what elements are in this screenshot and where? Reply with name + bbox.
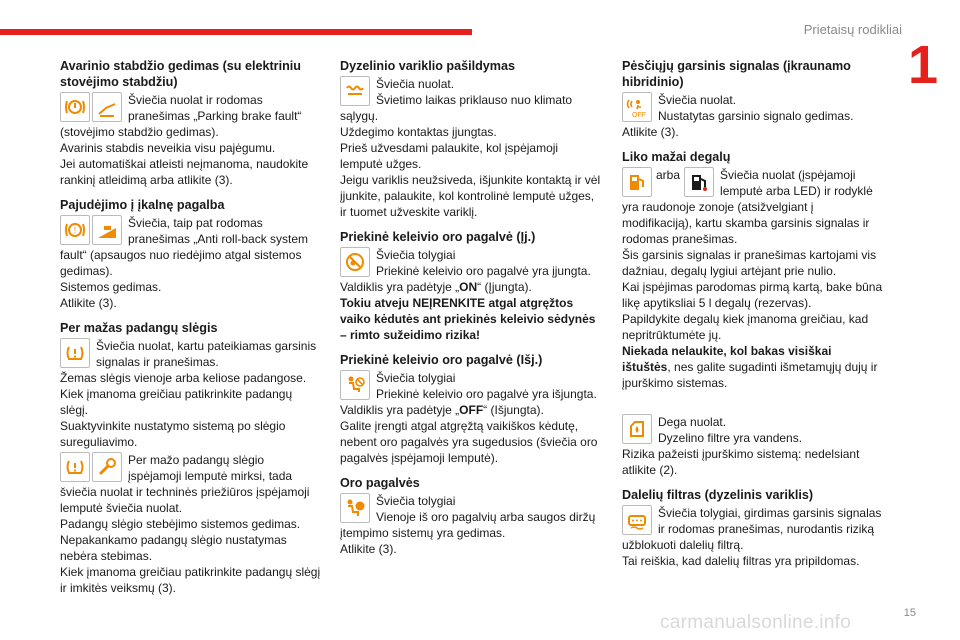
section-title: Per mažas padangų slėgis <box>60 321 218 335</box>
section-title: Pėsčiųjų garsinis signalas (įkraunamo hibridinio) <box>622 59 851 89</box>
glow-plug-icon <box>340 76 370 106</box>
hill-slope-icon <box>92 215 122 245</box>
fuel-pump-led-icon <box>684 167 714 197</box>
page-number: 15 <box>903 607 916 619</box>
airbag-warning-icon <box>340 493 370 523</box>
svg-text:!: ! <box>73 226 77 235</box>
hill-start-brake-icon <box>60 215 90 245</box>
section-title: Priekinė keleivio oro pagalvė (Įj.) <box>340 230 536 244</box>
tyre-pressure-icon <box>60 452 90 482</box>
section-title: Priekinė keleivio oro pagalvė (Išj.) <box>340 353 543 367</box>
header-title: Prietaisų rodikliai <box>803 22 902 37</box>
section-title: Pajudėjimo į įkalnę pagalba <box>60 198 225 212</box>
section-title: Dalelių filtras (dyzelinis variklis) <box>622 488 814 502</box>
section-title: Liko mažai degalų <box>622 150 731 164</box>
fuel-pump-icon <box>622 167 652 197</box>
tyre-pressure-icon <box>60 338 90 368</box>
svg-text:OFF: OFF <box>632 112 646 118</box>
brake-fault-icon <box>60 92 90 122</box>
section-title: Avarinio stabdžio gedimas (su elektriniu stovėjimo stabdžiu) <box>60 59 301 89</box>
column-2: Dyzelinio variklio pašildymas Šviečia nuolat. Švietimo laikas priklauso nuo klimato sąlygų. Uždegimo kontaktas įjungtas. Prieš užvesdami palaukite, kol įspėjamoji lemputė užges. Jeigu variklis neužsiveda, išjunkite kontaktą ir vėl įjunkite, palaukite, kol kontrolinė lemputė užges, ir tuomet užveskite variklį. Priekinė keleivio oro pagalvė (Įj.) Šviečia tolygiai Priekinė keleivio oro pagalvė yra įjungta. Valdiklis yra padėtyje „ON“ (Įjungta). Tokiu atveju NEĮRENKITE atgal atgręžtos vaiko kėdutės ant priekinės keleivio sėdynės – rimto sužeidimo rizika! Priekinė keleivio oro pagalvė (Išj.) Šviečia tolygiai Priekinė keleivio oro pagalvė yra išjungta. Valdiklis yra padėtyje „OFF“ (Išjungta). Galite įrengti atgal atgręžtą vaikiškos kėdutę, nebent oro pagalvės yra sugedusios (šviečia oro pagalvės įspėjamoji lemputė). Oro pagalvės Šviečia tolygiai Vienoje iš oro pagalvių arba saugos diržų įtempimo sistemų yra gedimas. Atlikite (3). <box>340 59 601 556</box>
section-title: Dyzelinio variklio pašildymas <box>340 59 515 73</box>
airbag-on-icon <box>340 247 370 277</box>
pedestrian-sound-off-icon <box>622 92 652 122</box>
column-3: Pėsčiųjų garsinis signalas (įkraunamo hibridinio) OFF Šviečia nuolat. Nustatytas garsinio signalo gedimas. Atlikite (3). Liko mažai degalų arba Šviečia nuolat (įspėjamoji lemputė arba LED) ir rodyklė yra raudonoje zonoje (atsižvelgiant į modifikaciją), kartu skamba garsinis signalas ir rodomas pranešimas. Šis garsinis signalas ir pranešimas kartojami vis dažniau, degalų lygiui artėjant prie nulio. Kai įspėjimas parodomas pirmą kartą, bake būna likę apytiksliai 5 l degalų (rezervas). Papildykite degalų kiek įmanoma greičiau, kad nepritrūktumėte jų. Niekada nelaukite, kol bakas visiškai ištuštės, nes galite sugadinti išmetamųjų dujų ir įpurškimo sistemas. Dega nuolat. Dyzelino filtre yra vandens. Rizika pažeisti įpurškimo sistemą: nedelsiant atlikite (2). Dalelių filtras (dyzelinis variklis) Šviečia tolygiai, girdimas garsinis signalas ir rodomas pranešimas, nurodantis riziką užblokuoti dalelių filtrą. Tai reiškia, kad dalelių filtras yra pripildomas. <box>622 59 883 568</box>
chapter-number: 1 <box>907 35 938 95</box>
particle-filter-icon <box>622 505 652 535</box>
header-red-bar <box>0 29 472 35</box>
watermark: carmanualsonline.info <box>660 612 852 633</box>
water-in-diesel-icon <box>622 414 652 444</box>
service-wrench-icon <box>92 452 122 482</box>
airbag-off-icon <box>340 370 370 400</box>
section-title: Oro pagalvės <box>340 476 420 490</box>
parking-brake-hand-icon <box>92 92 122 122</box>
column-1: Avarinio stabdžio gedimas (su elektriniu stovėjimo stabdžiu) Šviečia nuolat ir rodomas pranešimas „Parking brake fault“ (stovėjimo stabdžio gedimas). Avarinis stabdis neveikia visu pajėgumu. Jei automatiškai atleisti neįmanoma, naudokite rankinį atleidimą arba atlikite (3). Pajudėjimo į įkalnę pagalba ! Šviečia, taip pat rodomas pranešimas „Anti roll-back system fault“ (apsaugos nuo riedėjimo atgal sistemos gedimas). Sistemos gedimas. Atlikite (3). Per mažas padangų slėgis Šviečia nuolat, kartu pateikiamas garsinis signalas ir pranešimas. Žemas slėgis vienoje arba keliose padangose. Kiek įmanoma greičiau patikrinkite padangų slėgį. Suaktyvinkite nustatymo sistemą po slėgio sureguliavimo. Per mažo padangų slėgio įspėjamoji lemputė mirksi, tada šviečia nuolat ir techninės priežiūros įspėjamoji lemputė šviečia nuolat. Padangų slėgio stebėjimo sistemos gedimas. Nepakankamo padangų slėgio nustatymas nebėra stebimas. Kiek įmanoma greičiau patikrinkite padangų slėgį ir imkitės veiksmų (3). <box>60 59 321 595</box>
